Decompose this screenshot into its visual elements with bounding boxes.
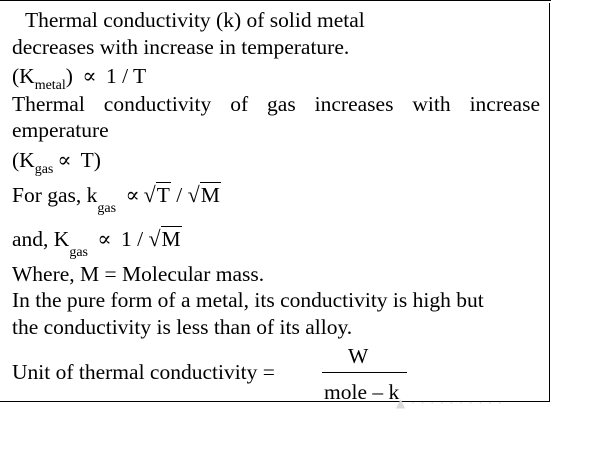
unit-label: Unit of thermal conductivity = <box>12 360 275 384</box>
sqrt-icon: √ <box>187 182 200 207</box>
sqrt-t <box>144 184 171 207</box>
sqrt-m-value: M <box>200 183 220 207</box>
text-line-11: the conductivity is less than of its alloy. <box>12 315 353 339</box>
formula-gas <box>12 148 101 177</box>
sqrt-t-value: T <box>156 183 170 207</box>
formula-metal-subscript: metal <box>34 78 66 93</box>
formula-and <box>12 226 182 260</box>
proportional-symbol: ∝ <box>82 64 97 88</box>
formula-gas-root-prefix: For gas, k <box>12 183 98 207</box>
formula-and-prefix: and, K <box>12 227 70 251</box>
text-line-5: emperature <box>12 118 109 142</box>
formula-gas-open: (K <box>12 148 35 172</box>
sqrt-m <box>188 184 221 207</box>
formula-gas-subscript: gas <box>34 162 54 177</box>
sqrt-m <box>148 228 181 251</box>
formula-and-subscript: gas <box>69 245 88 260</box>
watermark-logo: ▲ · · · · · · · · · · <box>396 396 503 410</box>
fraction-numerator: W <box>348 344 369 368</box>
formula-metal-rest: 1 / T <box>100 64 147 88</box>
text-line-9: Where, M = Molecular mass. <box>12 262 265 286</box>
proportional-symbol: ∝ <box>57 148 72 172</box>
proportional-symbol: ∝ <box>125 183 140 207</box>
slash: / <box>170 183 188 207</box>
text-line-1: Thermal conductivity (k) of solid metal <box>25 8 365 32</box>
formula-metal-close: ) <box>65 64 79 88</box>
formula-gas-root-subscript: gas <box>97 201 117 216</box>
formula-metal-open: (K <box>12 64 35 88</box>
sqrt-m-value: M <box>161 227 181 251</box>
formula-and-one: 1 / <box>115 227 149 251</box>
sqrt-icon: √ <box>148 226 161 251</box>
fraction-denominator: mole – k <box>324 380 400 404</box>
text-line-4: Thermal conductivity of gas increases with increase <box>12 92 540 116</box>
fraction-bar <box>322 372 407 373</box>
text-line-2: decreases with increase in temperature. <box>12 35 350 59</box>
formula-gas-root <box>12 182 221 216</box>
sqrt-icon: √ <box>143 182 156 207</box>
text-line-10: In the pure form of a metal, its conductivity is high but <box>12 288 484 312</box>
proportional-symbol: ∝ <box>97 227 112 251</box>
formula-gas-rest: T) <box>75 148 101 172</box>
formula-metal <box>12 64 147 93</box>
